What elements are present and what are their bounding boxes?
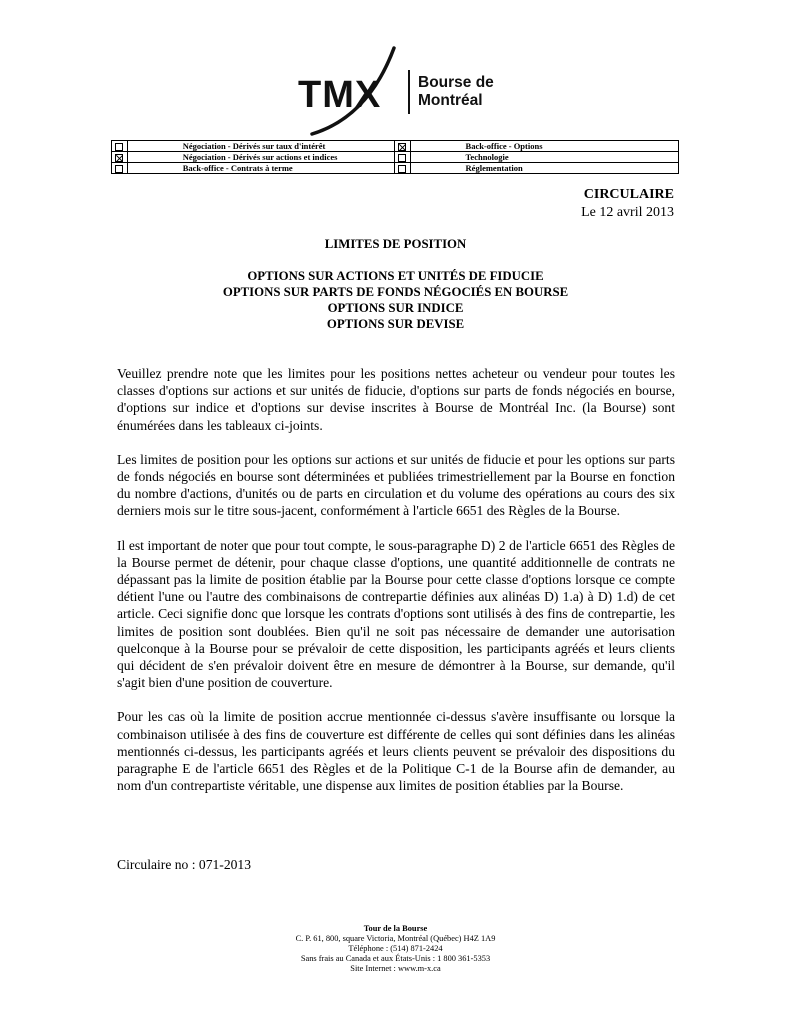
logo-brand-line1: Bourse de — [418, 74, 494, 91]
logo-brand — [418, 74, 494, 110]
footer-phone: Téléphone : (514) 871-2424 — [348, 944, 443, 953]
footer-building: Tour de la Bourse — [363, 924, 428, 933]
body-text — [117, 365, 675, 811]
checklist-label: Technologie — [410, 152, 678, 163]
document-title: LIMITES DE POSITION — [324, 237, 467, 251]
checkbox-icon — [115, 165, 123, 173]
logo-brand-line2: Montréal — [418, 92, 483, 109]
checkbox-icon — [398, 143, 406, 151]
checkbox-icon — [398, 154, 406, 162]
checklist-label: Back-office - Contrats à terme — [127, 163, 394, 174]
circular-number: Circulaire no : 071-2013 — [117, 857, 252, 872]
logo-divider — [408, 70, 410, 114]
checklist-row — [112, 141, 679, 152]
checklist-label: Négociation - Dérivés sur actions et indices — [127, 152, 394, 163]
subtitle-line: OPTIONS SUR PARTS DE FONDS NÉGOCIÉS EN BOURSE — [222, 285, 569, 299]
checklist-label: Réglementation — [410, 163, 678, 174]
logo-mark: TMX — [298, 74, 382, 116]
department-checklist — [111, 140, 679, 174]
paragraph: Les limites de position pour les options sur actions et sur unités de fiducie et pour les options sur parts de fonds négociés en bourse sont déterminées et publiées trimestriellement par la Bourse en fonction du nombre d'actions, d'unités ou de parts en circulation et du volume des opérations au cours des six derniers mois sur le titre sous-jacent, conformément à l'article 6651 des Règles de la Bourse. — [117, 451, 675, 519]
footer — [0, 924, 791, 974]
paragraph: Veuillez prendre note que les limites pour les positions nettes acheteur ou vendeur pour toutes les classes d'options sur actions et sur unités de fiducie, d'options sur parts de fonds négociés en bourse, d'options sur indice et d'options sur devise inscrites à Bourse de Montréal Inc. (la Bourse) sont énumérées dans les tableaux ci-joints. — [117, 366, 675, 433]
circular-type: CIRCULAIRE — [583, 187, 674, 202]
checkbox-icon — [398, 165, 406, 173]
footer-tollfree: Sans frais au Canada et aux États-Unis : 1 800 361-5353 — [300, 954, 491, 963]
footer-address: C. P. 61, 800, square Victoria, Montréal (Québec) H4Z 1A9 — [295, 934, 496, 943]
checkbox-icon — [115, 154, 123, 162]
subtitle-line: OPTIONS SUR INDICE — [327, 301, 464, 315]
checklist-label: Back-office - Options — [410, 141, 678, 152]
subtitle-line: OPTIONS SUR DEVISE — [326, 317, 465, 331]
paragraph: Il est important de noter que pour tout compte, le sous-paragraphe D) 2 de l'article 6651 des Règles de la Bourse permet de détenir, pour chaque classe d'options, une quantité additionnelle de contrats ne dépassant pas la limite de position établie par la Bourse pour cette classe d'options lorsque ce compte détient l'une ou l'autre des combinaisons de contrepartie définies aux alinéas D) 1.a) à D) 1.d) de cet article. Ceci signifie donc que lorsque les contrats d'options sont utilisés à des fins de contrepartie, les limites de position sont doublées. Bien qu'il ne soit pas nécessaire de demander une autorisation quelconque à la Bourse pour se prévaloir de cette disposition, les participants agréés et leurs clients qui décident de s'en prévaloir doivent être en mesure de démontrer à la Bourse, sur demande, qu'il s'agit bien d'une position de couverture. — [117, 537, 675, 691]
tmx-logo — [290, 44, 510, 136]
document-subtitle — [0, 268, 791, 332]
checklist-row — [112, 152, 679, 163]
checklist-row — [112, 163, 679, 174]
paragraph: Pour les cas où la limite de position accrue mentionnée ci-dessus s'avère insuffisante ou lorsque la combinaison utilisée à des fins de couverture est différente de celles qui sont définies dans les alinéas mentionnés ci-dessus, les participants agréés et leurs clients peuvent se prévaloir des dispositions du paragraphe E de l'article 6651 des Règles et de la Politique C-1 de la Bourse afin de demander, au nom d'un contrepartiste véritable, une dispense aux limites de position établies par la Bourse. — [117, 709, 675, 794]
checkbox-icon — [115, 143, 123, 151]
circular-header — [581, 186, 674, 222]
circular-date: Le 12 avril 2013 — [581, 205, 674, 220]
subtitle-line: OPTIONS SUR ACTIONS ET UNITÉS DE FIDUCIE — [247, 269, 544, 283]
checklist-label: Négociation - Dérivés sur taux d'intérêt — [127, 141, 394, 152]
footer-website: Site Internet : www.m-x.ca — [350, 964, 441, 973]
